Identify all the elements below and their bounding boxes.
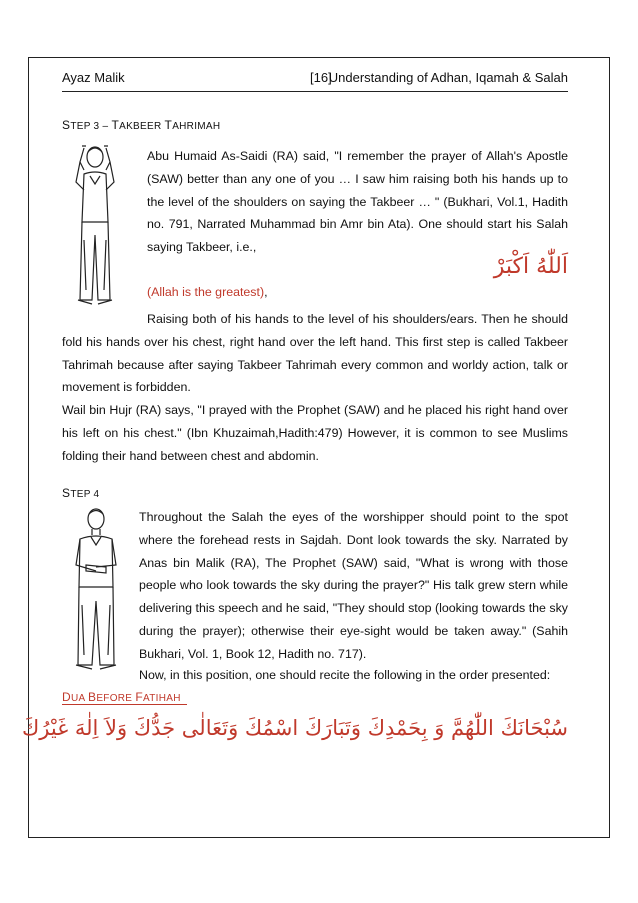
step3-paragraph-3: Wail bin Hujr (RA) says, "I prayed with the Prophet (SAW) and he placed his right hand over his left on his chest." (Ibn Khuzaimah,Hadith:479) However, it is common to see Muslims folding their hand between chest and abdomin. xyxy=(62,403,568,463)
page-header xyxy=(62,70,568,88)
header-title: Understanding of Adhan, Iqamah & Salah xyxy=(328,70,568,85)
arabic-takbeer: اَللّٰهُ اَكْبَرْ xyxy=(493,254,568,279)
takbeer-translation: (Allah is the greatest) xyxy=(147,285,265,299)
step4-paragraph-1: Throughout the Salah the eyes of the worshipper should point to the spot where the forehead rests in Sajdah. Dont look towards the sky. Narrated by Anas bin Malik (RA), The Prophet (SAW) said, "What is wrong with those people who look towards the sky during the prayer?" His talk grew stern while delivering this speech and he said, "They should stop (looking towards the sky during the prayer); otherwise their eye-sight would be taken away." (Sahih Bukhari, Vol. 1, Book 12, Hadith no. 717). xyxy=(139,510,568,661)
step3-translation-line: (Allah is the greatest), xyxy=(147,285,268,299)
step4-paragraph-2: Now, in this position, one should recite the following in the order presented: xyxy=(139,668,551,682)
dua-arabic-text: سُبْحَانَكَ اللّٰهُمَّ وَ بِحَمْدِكَ وَتَبَارَكَ اسْمُكَ وَتَعَالٰى جَدُّكَ وَلاَ اِلٰهَ غَيْرُكَ xyxy=(21,716,568,740)
step3-heading: STEP 3 – TAKBEER TAHRIMAH xyxy=(62,118,221,132)
man-standing-folded-hands-icon xyxy=(66,505,126,675)
step4-heading: STEP 4 xyxy=(62,486,100,500)
header-author: Ayaz Malik xyxy=(62,70,125,85)
step3-paragraph-1: Abu Humaid As-Saidi (RA) said, "I remember the prayer of Allah's Apostle (SAW) better than any one of you … I saw him raising both his hands up to the level of the shoulders on saying the Takbeer … " (Bukhari, Vol.1, Hadith no. 791, Narrated Muhammad bin Amr bin Ata). One should start his Salah saying Takbeer, i.e., xyxy=(147,149,568,255)
man-raising-hands-icon xyxy=(62,140,128,310)
header-rule xyxy=(62,91,568,92)
header-page-number: [16] xyxy=(310,70,332,85)
step3-paragraph-2: Raising both of his hands to the level of his shoulders/ears. Then he should fold his hands over his chest, right hand over the left hand. This first step is called Takbeer Tahrimah because after saying Takbeer Tahrimah every common and worldy action, talk or movement is forbidden. xyxy=(62,312,568,395)
dua-heading: DUA BEFORE FATIHAH xyxy=(62,690,181,704)
dua-heading-underline xyxy=(62,704,187,705)
